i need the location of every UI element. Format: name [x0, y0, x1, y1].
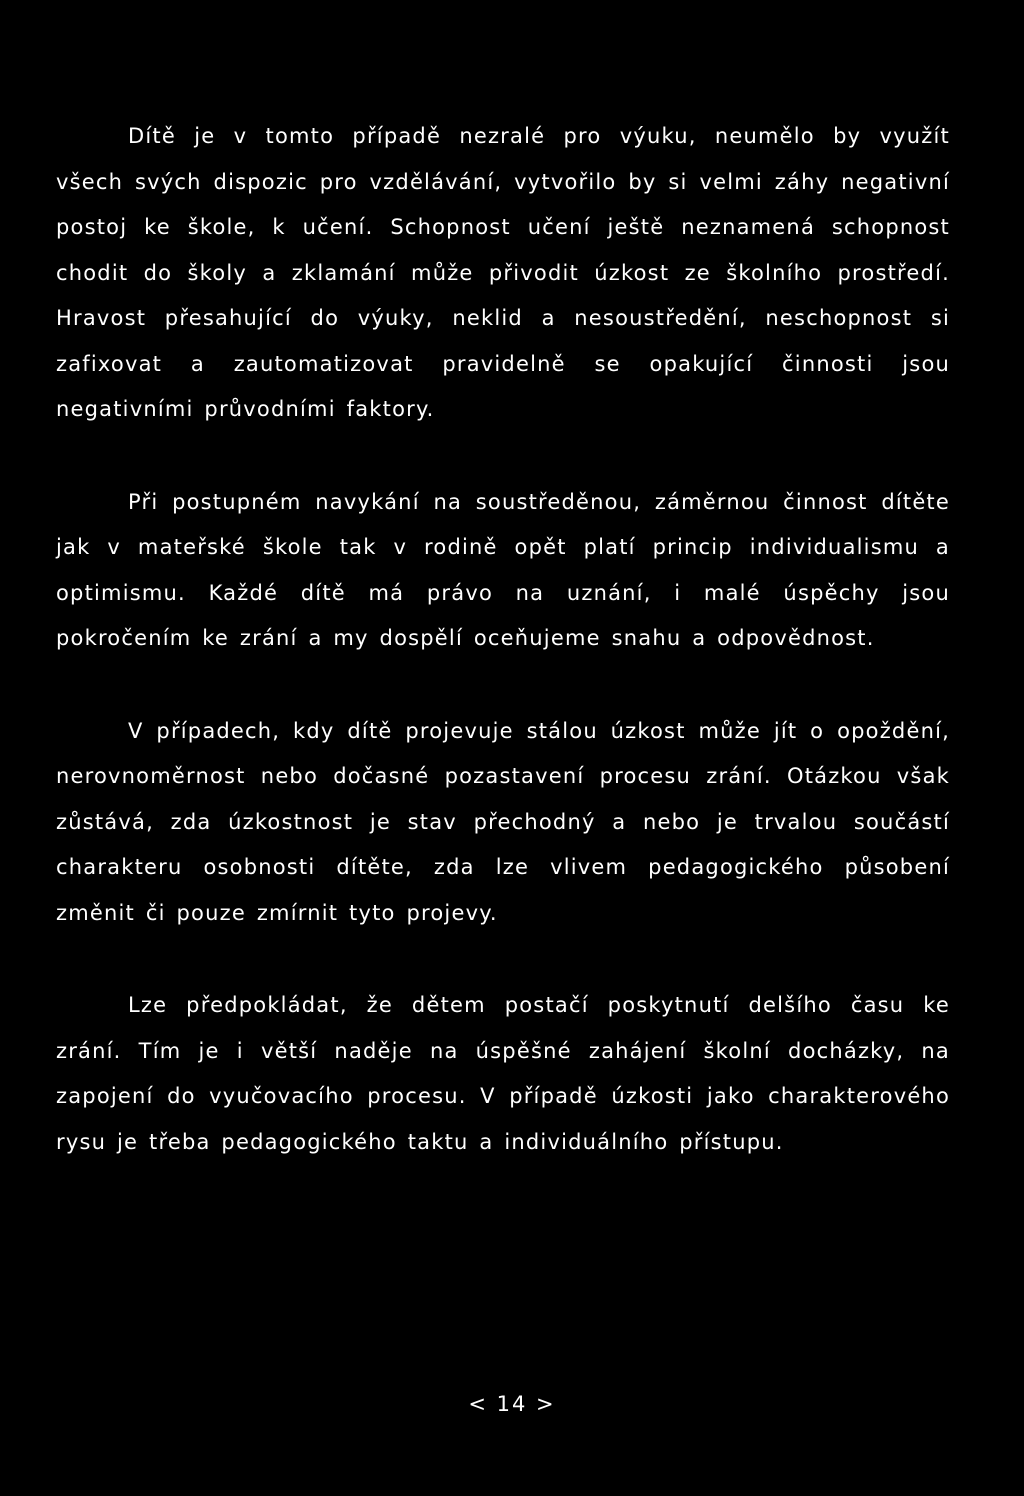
- document-page: [56, 114, 950, 1212]
- paragraph-1: Dítě je v tomto případě nezralé pro výuku, neumělo by využít všech svých dispozic pro vzdělávání, vytvořilo by si velmi záhy negativní postoj ke škole, k učení. Schopnost učení ještě neznamená schopnost chodit do školy a zklamání může přivodit úzkost ze školního prostředí. Hravost přesahující do výuky, neklid a nesoustředění, neschopnost si zafixovat a zautomatizovat pravidelně se opakující činnosti jsou negativními průvodními faktory.: [56, 124, 950, 421]
- paragraph-4: Lze předpokládat, že dětem postačí poskytnutí delšího času ke zrání. Tím je i větší naděje na úspěšné zahájení školní docházky, na zapojení do vyučovacího procesu. V případě úzkosti jako charakterového rysu je třeba pedagogického taktu a individuálního přístupu.: [56, 993, 950, 1154]
- paragraph-3: V případech, kdy dítě projevuje stálou úzkost může jít o opoždění, nerovnoměrnost nebo dočasné pozastavení procesu zrání. Otázkou však zůstává, zda úzkostnost je stav přechodný a nebo je trvalou součástí charakteru osobnosti dítěte, zda lze vlivem pedagogického působení změnit či pouze zmírnit tyto projevy.: [56, 718, 950, 925]
- page-number: < 14 >: [468, 1392, 556, 1416]
- paragraph-2: Při postupném navykání na soustředěnou, záměrnou činnost dítěte jak v mateřské škole tak v rodině opět platí princip individualismu a optimismu. Každé dítě má právo na uznání, i malé úspěchy jsou pokročením ke zrání a my dospělí oceňujeme snahu a odpovědnost.: [56, 489, 950, 650]
